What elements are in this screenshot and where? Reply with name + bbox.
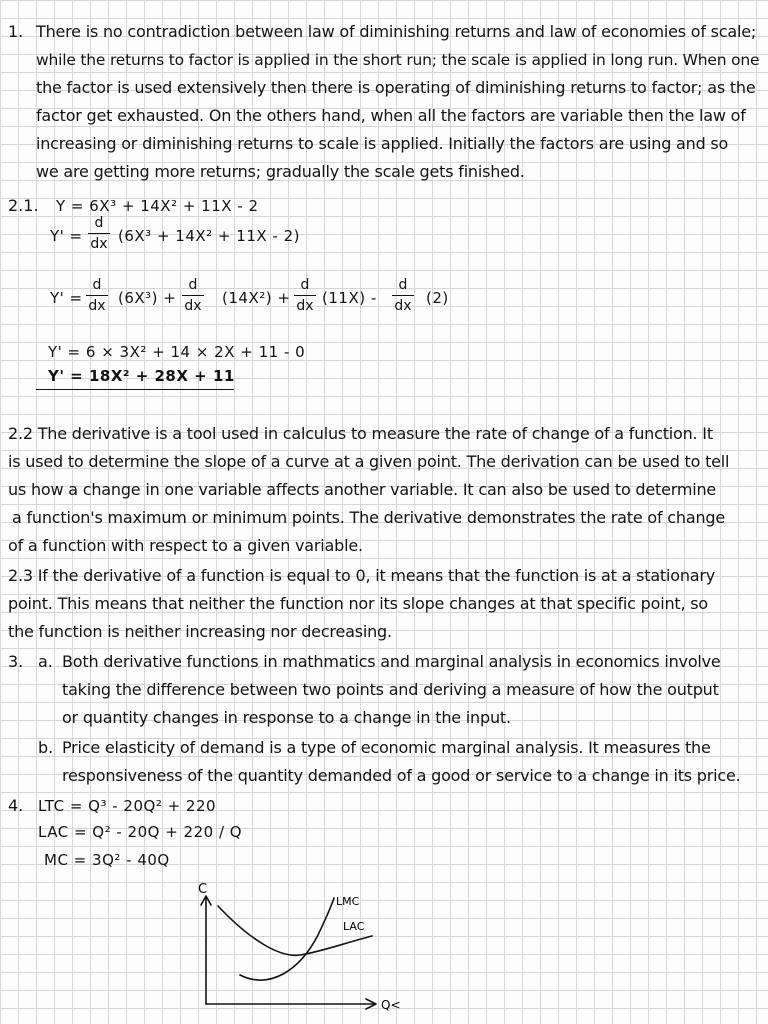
- text-line: us how a change in one variable affects another variable. It can also be used to determine: [8, 480, 717, 499]
- text-line: the function is neither increasing nor decreasing.: [8, 622, 392, 641]
- text-line: taking the difference between two points and deriving a measure of how the output: [62, 680, 719, 699]
- frac-numerator: d: [300, 277, 310, 293]
- text-line: Price elasticity of demand is a type of economic marginal analysis. It measures the: [62, 738, 711, 757]
- text-line: while the returns to factor is applied in the short run; the scale is applied in long run. When one: [36, 51, 760, 69]
- text-line: 2.3 If the derivative of a function is equal to 0, it means that the function is at a stationary: [8, 566, 716, 585]
- equation-4: Y' = 6 × 3X² + 14 × 2X + 11 - 0: [48, 343, 306, 361]
- text-line: increasing or diminishing returns to scale is applied. Initially the factors are using and so: [36, 134, 729, 153]
- equation-5-answer: Y' = 18X² + 28X + 11: [48, 367, 235, 385]
- frac-numerator: d: [92, 277, 102, 293]
- text-line: is used to determine the slope of a curve at a given point. The derivation can be used to tell: [8, 452, 730, 471]
- frac-numerator: d: [94, 215, 104, 231]
- graph-x-label: Q<: [381, 998, 401, 1012]
- q1-number: 1.: [8, 22, 24, 41]
- text-line: Both derivative functions in mathmatics and marginal analysis in economics involve: [62, 652, 721, 671]
- lac-equation: LAC = Q² - 20Q + 220 / Q: [38, 823, 243, 841]
- text-line: we are getting more returns; gradually the scale gets finished.: [36, 162, 525, 181]
- mc-equation: MC = 3Q² - 40Q: [44, 851, 170, 869]
- text-line: or quantity changes in response to a change in the input.: [62, 708, 511, 727]
- text-line: There is no contradiction between law of diminishing returns and law of economies of scale;: [36, 22, 757, 41]
- equation-1: Y = 6X³ + 14X² + 11X - 2: [56, 197, 259, 215]
- frac-denominator: dx: [184, 298, 202, 314]
- ltc-equation: LTC = Q³ - 20Q² + 220: [38, 797, 217, 815]
- equation-3-term-4: (2): [426, 289, 449, 307]
- text-line: of a function with respect to a given variable.: [8, 536, 363, 555]
- text-line: point. This means that neither the function nor its slope changes at that specific point, so: [8, 594, 708, 613]
- equation-3-term-2: (14X²) +: [222, 289, 291, 307]
- equation-3-term-3: (11X) -: [322, 289, 377, 307]
- lmc-curve-label: LMC: [336, 895, 360, 908]
- equation-3-term-1: (6X³) +: [118, 289, 177, 307]
- q21-number: 2.1.: [8, 196, 39, 215]
- graph-y-label: C: [198, 882, 208, 897]
- frac-denominator: dx: [88, 298, 106, 314]
- text-line: 2.2 The derivative is a tool used in calculus to measure the rate of change of a function. It: [8, 424, 713, 443]
- frac-numerator: d: [188, 277, 198, 293]
- equation-3-lhs: Y' =: [50, 289, 83, 307]
- equation-2-rhs: (6X³ + 14X² + 11X - 2): [118, 227, 300, 245]
- text-line: responsiveness of the quantity demanded of a good or service to a change in its price.: [62, 766, 741, 785]
- frac-numerator: d: [398, 277, 408, 293]
- text-line: the factor is used extensively then there is operating of diminishing returns to factor; as the: [36, 78, 756, 97]
- text-line: a function's maximum or minimum points. The derivative demonstrates the rate of change: [12, 508, 725, 527]
- equation-2-lhs: Y' =: [50, 227, 83, 245]
- q3b-label: b.: [38, 738, 54, 757]
- lac-curve-label: LAC: [343, 920, 365, 933]
- frac-denominator: dx: [90, 236, 108, 252]
- q3-number: 3.: [8, 652, 24, 671]
- frac-denominator: dx: [296, 298, 314, 314]
- q3a-label: a.: [38, 652, 53, 671]
- frac-denominator: dx: [394, 298, 412, 314]
- text-line: factor get exhausted. On the others hand, when all the factors are variable then the law of: [36, 106, 746, 125]
- q4-number: 4.: [8, 796, 24, 815]
